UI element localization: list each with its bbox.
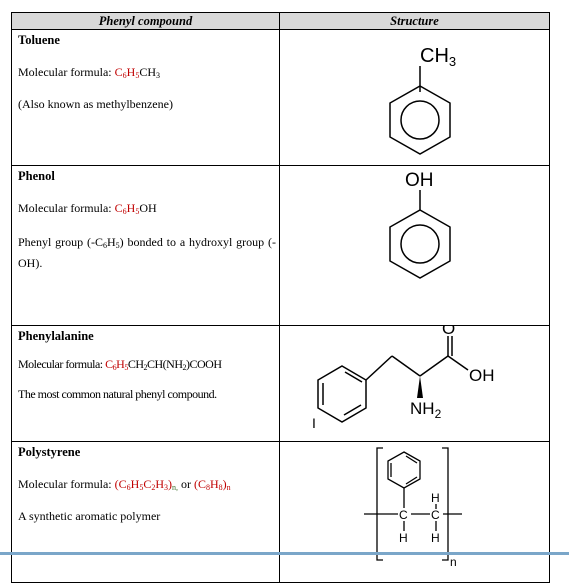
molecular-formula: Molecular formula: $(C_6H_5C_2H_3)_{n,}$ or $(C_8H_8)_n$ — [18, 477, 231, 492]
table-row-polystyrene — [12, 442, 550, 583]
repeat-n-label: n — [450, 555, 457, 569]
compound-note: (Also known as methylbenzene) — [18, 97, 173, 111]
table-row-phenol — [12, 166, 550, 326]
hydrogen-label: H — [399, 531, 408, 545]
hydrogen-label: H — [431, 531, 440, 545]
methyl-label: $CH_3$ — [420, 45, 457, 69]
compound-description: A synthetic aromatic polymer — [18, 509, 161, 523]
bottom-rule — [0, 552, 569, 555]
oxygen-label: O — [442, 326, 456, 338]
table-row-toluene — [12, 30, 550, 166]
table-row-phenylalanine — [12, 326, 550, 442]
phenylalanine-structure — [280, 326, 548, 436]
compound-name: Phenylalanine — [18, 329, 94, 343]
table-header-row — [12, 13, 550, 30]
hydrogen-label: H — [431, 491, 440, 505]
phenyl-compound-table — [11, 12, 550, 583]
molecular-formula: Molecular formula: $C_6H_5CH_3$ — [18, 65, 160, 80]
compound-description: Phenyl group $(-C_6H_5)$ bonded to a hydroxyl group (-OH). — [18, 235, 276, 270]
toluene-structure — [280, 30, 548, 160]
molecular-formula: Molecular formula: $C_6H_5OH$ — [18, 201, 157, 216]
hydroxyl-label: OH — [405, 170, 434, 191]
stray-mark: I — [312, 415, 316, 431]
compound-name: Phenol — [18, 169, 55, 183]
compound-description: The most common natural phenyl compound. — [18, 387, 217, 401]
hydroxyl-label: OH — [469, 366, 495, 385]
header-phenyl-compound: Phenyl compound — [12, 13, 280, 30]
carbon-label: C — [431, 508, 440, 522]
polystyrene-structure — [280, 442, 548, 577]
amine-label: $NH_2$ — [410, 399, 442, 421]
molecular-formula: Molecular formula: $C_6H_5CH_2CH(NH_2)COOH$ — [18, 357, 222, 372]
header-structure: Structure — [280, 13, 550, 30]
carbon-label: C — [399, 508, 408, 522]
compound-name: Toluene — [18, 33, 60, 47]
compound-name: Polystyrene — [18, 445, 81, 459]
phenol-structure — [280, 166, 548, 320]
